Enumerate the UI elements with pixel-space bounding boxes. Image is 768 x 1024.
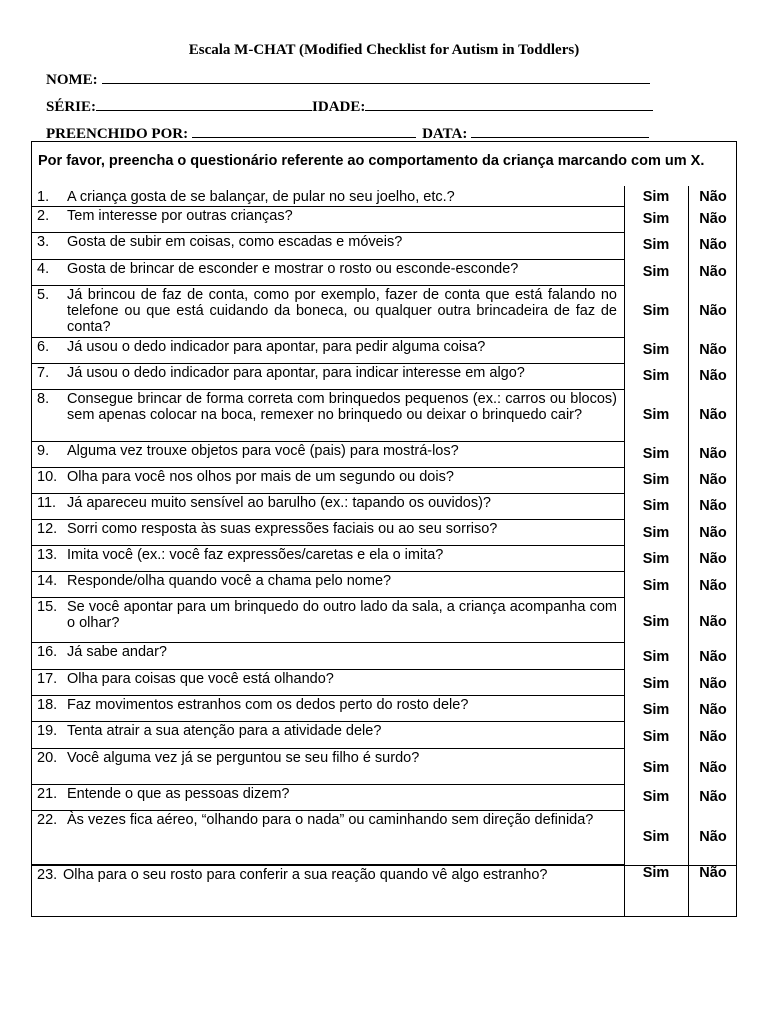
question-number: 12. <box>37 521 58 537</box>
question-number: 4. <box>37 261 50 277</box>
answer-nao[interactable]: Não <box>699 729 727 745</box>
question-text: Entende o que as pessoas dizem? <box>67 786 290 802</box>
answer-sim[interactable]: Sim <box>642 614 670 630</box>
question-text: Olha para o seu rosto para conferir a sua reação quando vê algo estranho? <box>63 867 548 883</box>
field-idade-line[interactable] <box>365 96 653 111</box>
answer-sim[interactable]: Sim <box>642 237 670 253</box>
question-number: 5. <box>37 287 50 303</box>
answer-sim[interactable]: Sim <box>642 472 670 488</box>
answer-sim[interactable]: Sim <box>642 189 670 205</box>
field-preenchido-data <box>46 123 649 143</box>
answer-nao[interactable]: Não <box>699 472 727 488</box>
answer-nao[interactable]: Não <box>699 702 727 718</box>
question-number: 6. <box>37 339 50 355</box>
answer-nao[interactable]: Não <box>699 342 727 358</box>
answer-sim[interactable]: Sim <box>642 729 670 745</box>
question-number: 15. <box>37 599 58 615</box>
last-row-divider <box>31 865 737 866</box>
question-row <box>31 390 625 442</box>
question-text: Faz movimentos estranhos com os dedos perto do rosto dele? <box>67 697 469 713</box>
field-idade-label: IDADE: <box>312 99 366 115</box>
field-nome-label: NOME: <box>46 72 98 88</box>
field-nome <box>46 69 650 89</box>
question-row <box>31 442 625 468</box>
question-row <box>31 785 625 811</box>
question-row <box>31 811 625 865</box>
answer-nao[interactable]: Não <box>699 865 727 881</box>
question-text: Gosta de subir em coisas, como escadas e móveis? <box>67 234 403 250</box>
answer-sim[interactable]: Sim <box>642 446 670 462</box>
instruction-text: Por favor, preencha o questionário referente ao comportamento da criança marcando com um X. <box>38 153 705 169</box>
answer-sim[interactable]: Sim <box>642 368 670 384</box>
answer-nao[interactable]: Não <box>699 407 727 423</box>
question-number: 11. <box>37 495 57 511</box>
question-number: 14. <box>37 573 58 589</box>
answer-nao[interactable]: Não <box>699 368 727 384</box>
question-text: Já usou o dedo indicador para apontar, para pedir alguma coisa? <box>67 339 486 355</box>
question-text: Tem interesse por outras crianças? <box>67 208 293 224</box>
answer-nao[interactable]: Não <box>699 303 727 319</box>
question-row <box>31 520 625 546</box>
question-text: Você alguma vez já se perguntou se seu filho é surdo? <box>67 750 420 766</box>
question-text: Sorri como resposta às suas expressões faciais ou ao seu sorriso? <box>67 521 498 537</box>
question-number: 13. <box>37 547 58 563</box>
field-data-line[interactable] <box>471 123 649 138</box>
question-text: Já brincou de faz de conta, como por exemplo, fazer de conta que está falando no telefone ou que está cuidando da boneca, ou qualquer outra brincadeira de faz de conta? <box>67 287 617 335</box>
question-row <box>31 546 625 572</box>
answer-nao[interactable]: Não <box>699 189 727 205</box>
answer-sim[interactable]: Sim <box>642 211 670 227</box>
answer-sim[interactable]: Sim <box>642 525 670 541</box>
question-number: 8. <box>37 391 50 407</box>
question-number: 10. <box>37 469 58 485</box>
question-number: 23. <box>37 867 58 883</box>
answer-sim[interactable]: Sim <box>642 649 670 665</box>
question-row <box>31 207 625 233</box>
answer-sim[interactable]: Sim <box>642 407 670 423</box>
question-number: 17. <box>37 671 58 687</box>
answer-nao[interactable]: Não <box>699 211 727 227</box>
question-text: Já usou o dedo indicador para apontar, para indicar interesse em algo? <box>67 365 525 381</box>
question-row <box>31 188 625 207</box>
field-data-label: DATA: <box>422 126 468 142</box>
question-row <box>31 494 625 520</box>
question-row <box>31 338 625 364</box>
question-row <box>31 696 625 722</box>
question-text: Consegue brincar de forma correta com brinquedos pequenos (ex.: carros ou blocos) sem apenas colocar na boca, remexer no brinquedo ou deixar o brinquedo cair? <box>67 391 617 423</box>
question-row <box>31 670 625 696</box>
answer-sim[interactable]: Sim <box>642 829 670 845</box>
question-number: 21. <box>37 786 58 802</box>
answer-nao[interactable]: Não <box>699 676 727 692</box>
question-number: 9. <box>37 443 50 459</box>
field-nome-line[interactable] <box>102 69 650 84</box>
answer-sim[interactable]: Sim <box>642 702 670 718</box>
answer-nao[interactable]: Não <box>699 614 727 630</box>
question-text: Imita você (ex.: você faz expressões/caretas e ela o imita? <box>67 547 444 563</box>
question-row <box>31 260 625 286</box>
field-serie-idade <box>46 96 653 116</box>
answer-nao[interactable]: Não <box>699 498 727 514</box>
answer-sim[interactable]: Sim <box>642 342 670 358</box>
field-preenchido-line[interactable] <box>192 123 416 138</box>
answer-sim[interactable]: Sim <box>642 789 670 805</box>
question-text: Responde/olha quando você a chama pelo nome? <box>67 573 392 589</box>
field-serie-line[interactable] <box>96 96 312 111</box>
question-row <box>31 643 625 670</box>
question-text: Olha para você nos olhos por mais de um segundo ou dois? <box>67 469 454 485</box>
answer-nao[interactable]: Não <box>699 237 727 253</box>
question-text: Gosta de brincar de esconder e mostrar o rosto ou esconde-esconde? <box>67 261 519 277</box>
answer-nao[interactable]: Não <box>699 525 727 541</box>
question-text: Já sabe andar? <box>67 644 167 660</box>
answer-sim[interactable]: Sim <box>642 264 670 280</box>
question-number: 19. <box>37 723 58 739</box>
answer-nao[interactable]: Não <box>699 789 727 805</box>
question-text: A criança gosta de se balançar, de pular no seu joelho, etc.? <box>67 189 455 205</box>
question-row <box>31 233 625 260</box>
answer-nao[interactable]: Não <box>699 829 727 845</box>
answer-nao[interactable]: Não <box>699 446 727 462</box>
question-text: Olha para coisas que você está olhando? <box>67 671 334 687</box>
question-row <box>31 286 625 338</box>
answer-sim[interactable]: Sim <box>642 578 670 594</box>
answer-nao[interactable]: Não <box>699 578 727 594</box>
answer-nao[interactable]: Não <box>699 649 727 665</box>
answer-sim[interactable]: Sim <box>642 498 670 514</box>
question-row <box>31 572 625 598</box>
question-number: 18. <box>37 697 58 713</box>
answer-nao[interactable]: Não <box>699 264 727 280</box>
question-text: Às vezes fica aéreo, “olhando para o nada” ou caminhando sem direção definida? <box>67 812 594 828</box>
field-preenchido-label: PREENCHIDO POR: <box>46 126 189 142</box>
question-number: 7. <box>37 365 50 381</box>
question-text: Alguma vez trouxe objetos para você (pais) para mostrá-los? <box>67 443 459 459</box>
question-row <box>31 749 625 785</box>
question-text: Tenta atrair a sua atenção para a atividade dele? <box>67 723 382 739</box>
question-number: 1. <box>37 189 50 205</box>
answer-sim[interactable]: Sim <box>642 760 670 776</box>
answer-sim[interactable]: Sim <box>642 865 670 881</box>
question-row <box>31 468 625 494</box>
question-number: 2. <box>37 208 50 224</box>
answer-nao[interactable]: Não <box>699 760 727 776</box>
question-number: 3. <box>37 234 50 250</box>
answer-sim[interactable]: Sim <box>642 551 670 567</box>
question-row <box>31 364 625 390</box>
question-number: 20. <box>37 750 58 766</box>
question-text: Se você apontar para um brinquedo do outro lado da sala, a criança acompanha com o olhar? <box>67 599 617 631</box>
question-number: 16. <box>37 644 58 660</box>
answer-nao[interactable]: Não <box>699 551 727 567</box>
question-row <box>31 722 625 749</box>
field-serie-label: SÉRIE: <box>46 99 97 115</box>
question-row <box>31 866 625 916</box>
answer-sim[interactable]: Sim <box>642 676 670 692</box>
question-number: 22. <box>37 812 58 828</box>
document-title: Escala M-CHAT (Modified Checklist for Autism in Toddlers) <box>188 42 580 58</box>
question-row <box>31 598 625 643</box>
answer-sim[interactable]: Sim <box>642 303 670 319</box>
question-text: Já apareceu muito sensível ao barulho (ex.: tapando os ouvidos)? <box>67 495 491 511</box>
